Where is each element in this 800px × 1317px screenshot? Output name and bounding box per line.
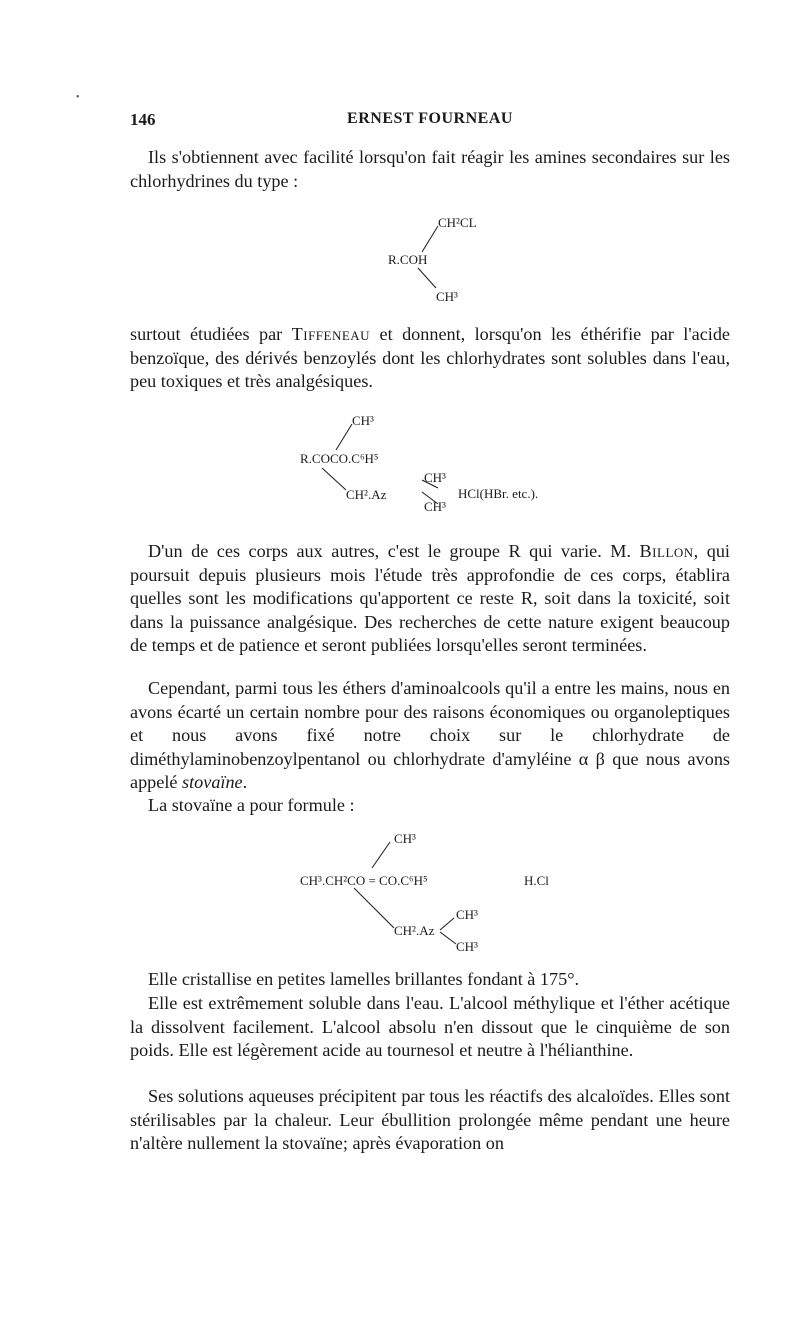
formula-amine-top: CH³ [424,470,446,485]
paragraph-2-start: surtout étudiées par [130,324,292,344]
paragraph-8: Ses solutions aqueuses précipitent par tous les réactifs des alcaloïdes. Elles sont stérilisables par la chaleur. Leur ébullition prolongée même pendant une heure n'altère nullement la stovaïne; après évaporation on [130,1086,730,1153]
formula-salt: HCl(HBr. etc.). [458,486,539,501]
formula-amine-top: CH³ [456,907,478,922]
paragraph-3 [130,540,730,658]
page-header [130,110,730,134]
formula-amine-group: CH².Az [346,487,387,502]
formula-center-group: CH³.CH²CO = CO.C⁶H⁵ [300,873,428,888]
paragraph-4 [130,677,730,795]
formula-chlorhydrin [380,210,540,304]
author-name-tiffeneau: Tiffeneau [291,324,371,344]
page-number: 146 [130,110,156,129]
formula-center-group: R.COH [388,252,428,267]
formula-top-group: CH²CL [438,215,477,230]
formula-center-group: R.COCO.C⁶H⁵ [300,451,379,466]
formula-bottom-group: CH³ [436,289,458,304]
formula-amine-group: CH².Az [394,923,435,938]
formula-benzoyl-ester [298,408,598,518]
stray-mark: • [76,92,80,103]
paragraph-7: Elle est extrêmement soluble dans l'eau. L'alcool méthylique et l'éther acétique la dissolvent facilement. L'alcool absolu n'en dissout que le cinquième de son poids. Elle est légèrement acide au tournesol et neutre à l'hélianthine. [130,993,730,1060]
formula-amine-bottom: CH³ [456,939,478,954]
formula-stovaine [298,828,598,953]
paragraph-5: La stovaïne a pour formule : [148,795,355,815]
author-name-billon: Billon [639,541,694,561]
paragraph-4-end: . [242,772,248,792]
formula-bonds [298,828,598,953]
paragraph-2 [130,323,730,394]
paragraph-1: Ils s'obtiennent avec facilité lorsqu'on fait réagir les amines secondaires sur les chlorhydrines du type : [130,147,730,191]
term-stovaine: stovaïne [182,772,243,792]
paragraph-6: Elle cristallise en petites lamelles brillantes fondant à 175°. [148,969,580,989]
paragraph-4-start: Cependant, parmi tous les éthers d'aminoalcools qu'il a entre les mains, nous en avons écarté un certain nombre pour des raisons économiques ou organoleptiques et nous avons fixé notre choix sur le chlorhydrate de diméthylaminobenzoylpentanol ou chlorhydrate d'amyléine α β que nous avons appelé [130,678,730,792]
formula-amine-bottom: CH³ [424,499,446,514]
running-title: ERNEST FOURNEAU [347,110,513,127]
paragraph-3-start: D'un de ces corps aux autres, c'est le groupe R qui varie. M. [148,541,640,561]
formula-top-group: CH³ [352,413,374,428]
formula-top-group: CH³ [394,831,416,846]
paragraph-2-end: et donnent, lorsqu'on les éthérifie par l'acide benzoïque, des dérivés benzoylés dont les chlorhydrates sont solubles dans l'eau, peu toxiques et très analgésiques. [130,324,730,391]
paragraph-3-end: , qui poursuit depuis plusieurs mois l'étude très approfondie de ces corps, établira quelles sont les modifications qu'apportent ce reste R, soit dans la toxicité, soit dans la puissance analgésique. Des recherches de cette nature exigent beaucoup de temps et de patience et seront publiées lorsqu'elles seront terminées. [130,541,730,655]
formula-salt: H.Cl [524,873,549,888]
